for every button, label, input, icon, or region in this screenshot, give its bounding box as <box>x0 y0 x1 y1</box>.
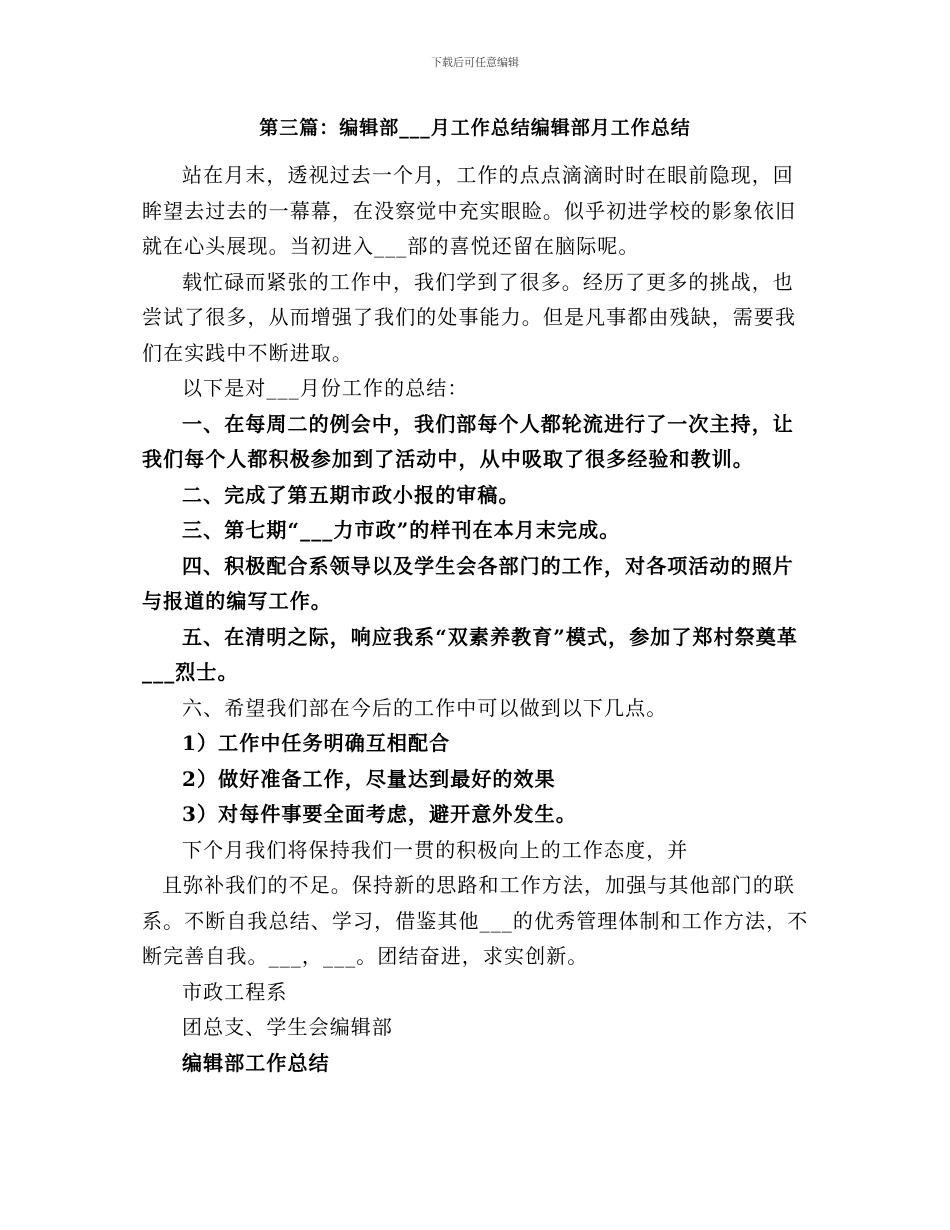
document-body <box>142 158 812 1081</box>
paragraph-next-month: 下个月我们将保持我们一贯的积极向上的工作态度，并 <box>182 837 689 862</box>
signature-office: 团总支、学生会编辑部 <box>182 1015 393 1039</box>
closing-heading: 编辑部工作总结 <box>182 1050 330 1075</box>
list-item-4: 四、积极配合系领导以及学生会各部门的工作，对各项活动的照片与报道的编写工作。 <box>142 553 794 613</box>
paragraph-summary-lead: 以下是对___月份工作的总结： <box>182 376 469 400</box>
sub-item-1: 1）工作中任务明确互相配合 <box>182 731 451 755</box>
paragraph-plans: 且弥补我们的不足。保持新的思路和工作方法，加强与其他部门的联系。不断自我总结、学习，借鉴其他___的优秀管理体制和工作方法，不断完善自我。___，___。团结奋进，求实创新。 <box>142 873 809 968</box>
document-title: 第三篇：编辑部___月工作总结编辑部月工作总结 <box>259 117 691 139</box>
list-item-3: 三、第七期“___力市政”的样刊在本月末完成。 <box>182 518 621 542</box>
paragraph-learning: 载忙碌而紧张的工作中，我们学到了很多。经历了更多的挑战，也尝试了很多，从而增强了我们的处事能力。但是凡事都由残缺，需要我们在实践中不断进取。 <box>142 269 797 365</box>
signature-department: 市政工程系 <box>182 979 288 1004</box>
paragraph-intro: 站在月末，透视过去一个月，工作的点点滴滴时时在眼前隐现，回眸望去过去的一幕幕，在没察觉中充实眼睑。似乎初进学校的影象依旧就在心头展现。当初进入___部的喜悦还留在脑际呢。 <box>142 163 797 258</box>
sub-item-2: 2）做好准备工作，尽量达到最好的效果 <box>182 766 556 791</box>
page-header-note: 下载后可任意编辑 <box>431 56 519 69</box>
sub-item-3: 3）对每件事要全面考虑，避开意外发生。 <box>182 802 577 826</box>
list-item-5: 五、在清明之际，响应我系“双素养教育”模式，参加了郑村祭奠革___烈士。 <box>142 624 799 684</box>
list-item-2: 二、完成了第五期市政小报的审稿。 <box>182 482 520 507</box>
list-item-1: 一、在每周二的例会中，我们部每个人都轮流进行了一次主持，让我们每个人都积极参加到了活动中，从中吸取了很多经验和教训。 <box>142 411 794 471</box>
list-item-6: 六、希望我们部在今后的工作中可以做到以下几点。 <box>182 695 668 720</box>
